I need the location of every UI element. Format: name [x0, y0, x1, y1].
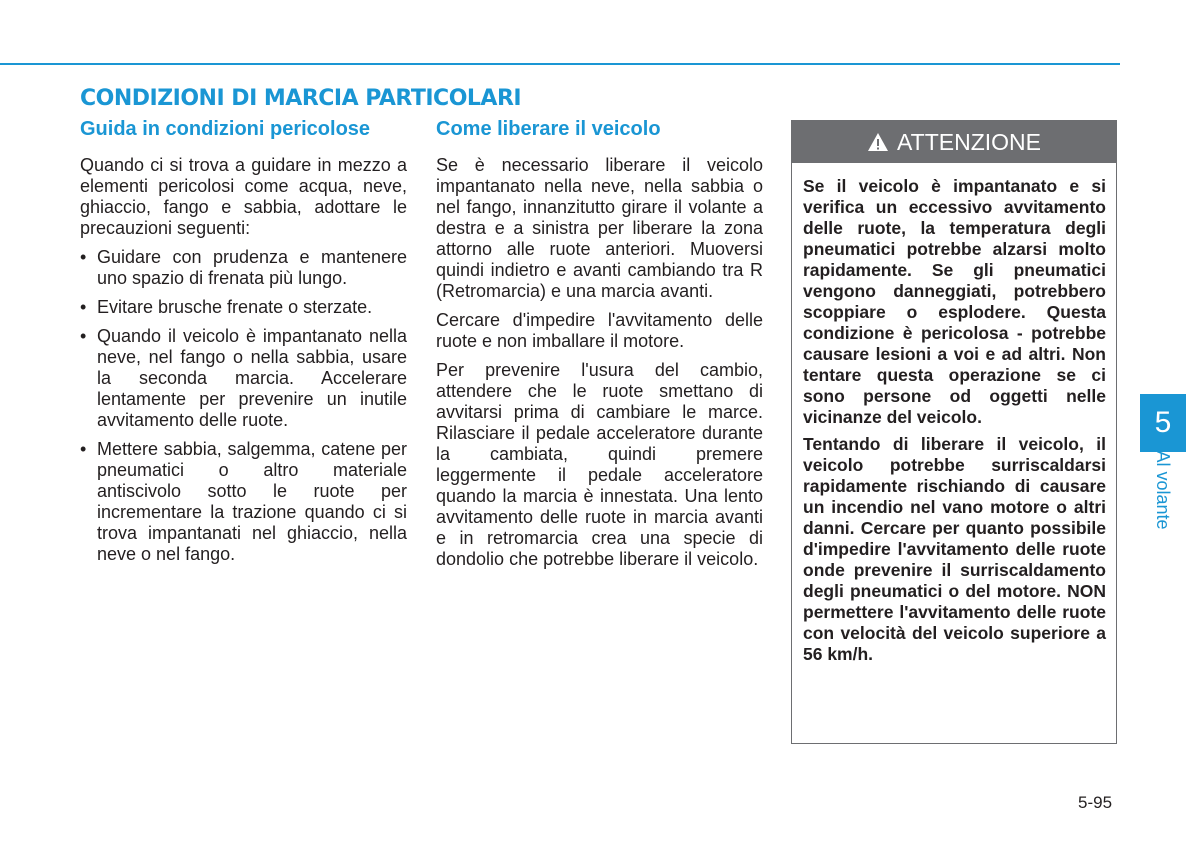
warning-triangle-icon [867, 132, 889, 152]
section-title: CONDIZIONI DI MARCIA PARTICOLARI [80, 86, 522, 111]
warning-box [791, 120, 1117, 744]
column2-paragraph: Se è necessario liberare il veicolo impantanato nella neve, nella sabbia o nel fango, innanzitutto girare il volante a destra e a sinistra per liberare la zona attorno alle ruote anteriori. Muoversi quindi indietro e avanti cambiando tra R (Retromarcia) e una marcia avanti. [436, 155, 763, 301]
warning-paragraph: Tentando di liberare il veicolo, il veicolo potrebbe surriscaldarsi rapidamente rischiando di causare un incendio nel vano motore o altri danni. Cercare per quanto possibile d'impedire l'avvitamento delle ruote onde prevenire il surriscaldamento degli pneumatici o del motore. NON permettere l'avvitamento delle ruote con velocità del veicolo superiore a 56 km/h. [803, 434, 1106, 664]
column2-paragraph: Per prevenire l'usura del cambio, attendere che le ruote smettano di avvitarsi prima di cambiare le marce. Rilasciare il pedale acceleratore durante la cambiata, quindi premere leggermente il pedale acceleratore quando la marcia è innestata. Una lento avvitamento delle ruote in marcia avanti e in retromarcia crea una specie di dondolio che potrebbe liberare il veicolo. [436, 360, 763, 569]
bullet-icon: • [80, 247, 87, 267]
chapter-tab: 5 [1140, 394, 1186, 452]
warning-paragraph: Se il veicolo è impantanato e si verifica un eccessivo avvitamento delle ruote, la temperatura degli pneumatici potrebbe alzarsi molto rapidamente. Se gli pneumatici vengono danneggiati, potrebbero scoppiare o esplodere. Questa condizione è pericolosa - potrebbe causare lesioni a voi e ad altri. Non tentare questa operazione se ci sono persone od oggetti nelle vicinanze del veicolo. [803, 176, 1106, 427]
list-item [80, 439, 407, 565]
list-item-text: Guidare con prudenza e mantenere uno spazio di frenata più lungo. [97, 247, 407, 288]
column2-paragraph: Cercare d'impedire l'avvitamento delle ruote e non imballare il motore. [436, 310, 763, 351]
column2-heading: Come liberare il veicolo [436, 118, 661, 140]
warning-header [792, 121, 1116, 163]
bullet-icon: • [80, 297, 87, 317]
precautions-list [80, 247, 407, 565]
bullet-icon: • [80, 439, 87, 459]
column-free-vehicle [436, 118, 763, 578]
bullet-icon: • [80, 326, 87, 346]
warning-body [792, 163, 1116, 665]
warning-title: ATTENZIONE [897, 128, 1041, 155]
top-rule [0, 63, 1120, 65]
list-item [80, 326, 407, 431]
column1-heading: Guida in condizioni pericolose [80, 118, 371, 140]
column1-intro: Quando ci si trova a guidare in mezzo a elementi pericolosi come acqua, neve, ghiaccio, fango e sabbia, adottare le precauzioni seguenti: [80, 155, 407, 238]
list-item [80, 247, 407, 289]
list-item-text: Mettere sabbia, salgemma, catene per pneumatici o altro materiale antiscivolo sotto le ruote per incrementare la trazione quando ci si trova impantanati nel ghiaccio, nella neve o nel fango. [97, 439, 407, 564]
page-number: 5-95 [1078, 793, 1113, 812]
list-item [80, 297, 407, 318]
list-item-text: Quando il veicolo è impantanato nella neve, nel fango o nella sabbia, usare la seconda marcia. Accelerare lentamente per prevenire un inutile avvitamento delle ruote. [97, 326, 407, 430]
chapter-label-text: Al volante [1153, 450, 1173, 530]
column-dangerous-conditions [80, 118, 407, 573]
list-item-text: Evitare brusche frenate o sterzate. [97, 297, 373, 317]
